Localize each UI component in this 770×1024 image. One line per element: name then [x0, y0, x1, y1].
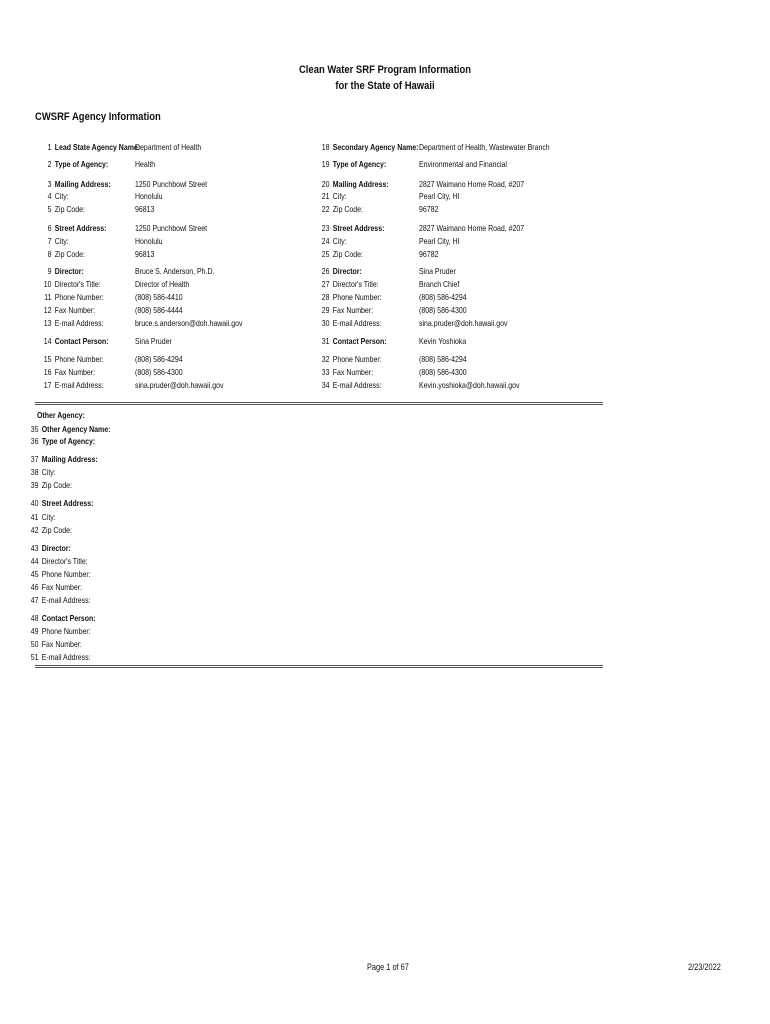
row-number: 35	[30, 424, 39, 434]
field-label: City:	[41, 512, 56, 522]
row-number: 38	[30, 467, 39, 477]
lead-street-zip-label	[40, 248, 85, 260]
field-label: Street Address:	[41, 498, 94, 508]
other-contact-phone-label	[27, 625, 91, 637]
row-number: 28	[321, 292, 330, 302]
other-contact-fax-label	[27, 638, 82, 650]
secondary-mail-zip-value: 96782	[419, 204, 439, 214]
row-number: 27	[321, 279, 330, 289]
row-number: 7	[47, 236, 52, 246]
row-number: 37	[30, 454, 39, 464]
row-number: 18	[321, 142, 330, 152]
row-number: 21	[321, 191, 330, 201]
row-number: 5	[47, 204, 52, 214]
secondary-contact-label	[318, 335, 387, 347]
row-number: 10	[43, 279, 52, 289]
lead-contact-phone-label	[40, 353, 104, 365]
lead-street-city-value: Honolulu	[135, 236, 163, 246]
row-number: 4	[47, 191, 52, 201]
other-mail-city-label	[27, 466, 56, 478]
field-label: City:	[54, 191, 69, 201]
secondary-mail-city-value: Pearl City, HI	[419, 191, 460, 201]
field-label: E-mail Address:	[41, 595, 91, 605]
lead-agency-name-value: Department of Health	[135, 142, 202, 152]
field-label: Phone Number:	[54, 292, 104, 302]
secondary-director-label	[318, 265, 362, 277]
field-label: Lead State Agency Name:	[54, 142, 141, 152]
row-number: 1	[47, 142, 52, 152]
field-label: Fax Number:	[54, 367, 96, 377]
other-email-label	[27, 594, 91, 606]
secondary-email-label	[318, 317, 382, 329]
field-label: Director's Title:	[41, 556, 88, 566]
lead-email-label	[40, 317, 104, 329]
field-label: Director:	[54, 266, 84, 276]
field-label: Zip Code:	[332, 249, 363, 259]
row-number: 26	[321, 266, 330, 276]
row-number: 29	[321, 305, 330, 315]
row-number: 50	[30, 639, 39, 649]
field-label: Contact Person:	[54, 336, 109, 346]
row-number: 6	[47, 223, 52, 233]
row-number: 23	[321, 223, 330, 233]
secondary-mail-zip-label	[318, 203, 363, 215]
section-heading: CWSRF Agency Information	[35, 111, 161, 123]
field-label: E-mail Address:	[54, 318, 104, 328]
row-number: 42	[30, 525, 39, 535]
field-label: Zip Code:	[41, 480, 72, 490]
title-line-2: for the State of Hawaii	[335, 80, 435, 92]
row-number: 36	[30, 436, 39, 446]
row-number: 49	[30, 626, 39, 636]
row-number: 48	[30, 613, 39, 623]
page-number: Page 1 of 67	[367, 962, 409, 972]
row-number: 46	[30, 582, 39, 592]
field-label: Director:	[41, 543, 71, 553]
secondary-street-city-value: Pearl City, HI	[419, 236, 460, 246]
lead-phone-label	[40, 291, 104, 303]
field-label: Other Agency Name:	[41, 424, 111, 434]
field-label: E-mail Address:	[54, 380, 104, 390]
secondary-mailing-label	[318, 178, 389, 190]
field-label: Contact Person:	[41, 613, 96, 623]
secondary-mail-city-label	[318, 190, 347, 202]
row-number: 40	[30, 498, 39, 508]
secondary-type-label	[318, 158, 386, 170]
field-label: E-mail Address:	[41, 652, 91, 662]
lead-email-value: bruce.s.anderson@doh.hawaii.gov	[135, 318, 243, 328]
other-contact-email-label	[27, 651, 91, 663]
secondary-contact-email-label	[318, 379, 382, 391]
row-number: 39	[30, 480, 39, 490]
lead-director-title-label	[40, 278, 101, 290]
row-number: 17	[43, 380, 52, 390]
field-label: Director:	[332, 266, 362, 276]
secondary-street-zip-value: 96782	[419, 249, 439, 259]
secondary-director-value: Sina Pruder	[419, 266, 456, 276]
row-number: 24	[321, 236, 330, 246]
other-agency-name-label	[27, 423, 110, 435]
row-number: 2	[47, 159, 52, 169]
field-label: Fax Number:	[54, 305, 96, 315]
secondary-contact-value: Kevin Yoshioka	[419, 336, 467, 346]
row-number: 25	[321, 249, 330, 259]
field-label: Fax Number:	[332, 305, 374, 315]
row-number: 15	[43, 354, 52, 364]
secondary-fax-label	[318, 304, 373, 316]
field-label: Phone Number:	[41, 569, 91, 579]
lead-contact-fax-value: (808) 586-4300	[135, 367, 183, 377]
field-label: Mailing Address:	[54, 179, 111, 189]
row-number: 33	[321, 367, 330, 377]
other-director-label	[27, 542, 71, 554]
lead-contact-phone-value: (808) 586-4294	[135, 354, 183, 364]
lead-contact-email-value: sina.pruder@doh.hawaii.gov	[135, 380, 224, 390]
row-number: 9	[47, 266, 52, 276]
row-number: 41	[30, 512, 39, 522]
secondary-agency-name-label	[318, 141, 419, 153]
secondary-type-value: Environmental and Financial	[419, 159, 507, 169]
row-number: 43	[30, 543, 39, 553]
row-number: 22	[321, 204, 330, 214]
secondary-agency-name-value: Department of Health, Wastewater Branch	[419, 142, 550, 152]
secondary-street-city-label	[318, 235, 347, 247]
title-line-1: Clean Water SRF Program Information	[298, 64, 472, 76]
other-mailing-label	[27, 453, 98, 465]
footer-date: 2/23/2022	[688, 962, 721, 972]
other-street-zip-label	[27, 524, 72, 536]
field-label: City:	[41, 467, 56, 477]
field-label: Zip Code:	[54, 249, 85, 259]
lead-type-label	[40, 158, 108, 170]
row-number: 32	[321, 354, 330, 364]
lead-contact-email-label	[40, 379, 104, 391]
field-label: Phone Number:	[332, 354, 382, 364]
other-mail-zip-label	[27, 479, 72, 491]
row-number: 47	[30, 595, 39, 605]
field-label: Director's Title:	[332, 279, 379, 289]
row-number: 11	[44, 292, 52, 302]
row-number: 30	[321, 318, 330, 328]
secondary-contact-fax-value: (808) 586-4300	[419, 367, 467, 377]
other-agency-heading: Other Agency:	[37, 410, 85, 420]
secondary-street-label	[318, 222, 384, 234]
section-divider-bottom	[35, 665, 603, 668]
lead-contact-label	[40, 335, 109, 347]
secondary-director-title-label	[318, 278, 379, 290]
field-label: Zip Code:	[41, 525, 72, 535]
lead-phone-value: (808) 586-4410	[135, 292, 183, 302]
secondary-email-value: sina.pruder@doh.hawaii.gov	[419, 318, 508, 328]
lead-street-label	[40, 222, 106, 234]
secondary-phone-value: (808) 586-4294	[419, 292, 467, 302]
row-number: 31	[321, 336, 330, 346]
field-label: Zip Code:	[332, 204, 363, 214]
field-label: Mailing Address:	[41, 454, 98, 464]
field-label: Street Address:	[54, 223, 107, 233]
field-label: Fax Number:	[332, 367, 374, 377]
row-number: 45	[30, 569, 39, 579]
other-type-label	[27, 435, 95, 447]
field-label: Secondary Agency Name:	[332, 142, 419, 152]
other-fax-label	[27, 581, 82, 593]
other-director-title-label	[27, 555, 88, 567]
field-label: Fax Number:	[41, 639, 83, 649]
row-number: 34	[321, 380, 330, 390]
secondary-street-value: 2827 Waimano Home Road, #207	[419, 223, 525, 233]
lead-street-zip-value: 96813	[135, 249, 155, 259]
secondary-contact-phone-value: (808) 586-4294	[419, 354, 467, 364]
field-label: E-mail Address:	[332, 318, 382, 328]
row-number: 51	[30, 652, 39, 662]
secondary-contact-phone-label	[318, 353, 382, 365]
lead-mailing-value: 1250 Punchbowl Street	[135, 179, 208, 189]
field-label: City:	[54, 236, 69, 246]
row-number: 3	[47, 179, 52, 189]
secondary-contact-fax-label	[318, 366, 373, 378]
lead-mailing-label	[40, 178, 111, 190]
field-label: Fax Number:	[41, 582, 83, 592]
field-label: Phone Number:	[332, 292, 382, 302]
lead-director-label	[40, 265, 84, 277]
secondary-street-zip-label	[318, 248, 363, 260]
other-phone-label	[27, 568, 91, 580]
field-label: Mailing Address:	[332, 179, 389, 189]
field-label: Street Address:	[332, 223, 385, 233]
field-label: Contact Person:	[332, 336, 387, 346]
lead-agency-name-label	[40, 141, 140, 153]
field-label: Director's Title:	[54, 279, 101, 289]
row-number: 44	[30, 556, 39, 566]
lead-fax-value: (808) 586-4444	[135, 305, 183, 315]
field-label: Phone Number:	[41, 626, 91, 636]
field-label: Zip Code:	[54, 204, 85, 214]
lead-contact-value: Sina Pruder	[135, 336, 172, 346]
lead-contact-fax-label	[40, 366, 95, 378]
row-number: 12	[43, 305, 52, 315]
lead-director-value: Bruce S. Anderson, Ph.D.	[135, 266, 215, 276]
lead-type-value: Health	[135, 159, 156, 169]
section-divider-top	[35, 402, 603, 405]
lead-fax-label	[40, 304, 95, 316]
field-label: City:	[332, 191, 347, 201]
other-contact-label	[27, 612, 96, 624]
other-street-city-label	[27, 511, 56, 523]
lead-mail-zip-label	[40, 203, 85, 215]
row-number: 16	[43, 367, 52, 377]
secondary-director-title-value: Branch Chief	[419, 279, 460, 289]
field-label: Type of Agency:	[332, 159, 387, 169]
lead-mail-zip-value: 96813	[135, 204, 155, 214]
secondary-fax-value: (808) 586-4300	[419, 305, 467, 315]
lead-director-title-value: Director of Health	[135, 279, 190, 289]
row-number: 8	[47, 249, 52, 259]
lead-mail-city-value: Honolulu	[135, 191, 163, 201]
row-number: 19	[321, 159, 330, 169]
lead-street-value: 1250 Punchbowl Street	[135, 223, 208, 233]
field-label: Phone Number:	[54, 354, 104, 364]
lead-street-city-label	[40, 235, 69, 247]
row-number: 20	[321, 179, 330, 189]
field-label: City:	[332, 236, 347, 246]
row-number: 13	[43, 318, 52, 328]
field-label: E-mail Address:	[332, 380, 382, 390]
lead-mail-city-label	[40, 190, 69, 202]
other-street-label	[27, 497, 93, 509]
field-label: Type of Agency:	[41, 436, 96, 446]
row-number: 14	[43, 336, 52, 346]
secondary-phone-label	[318, 291, 382, 303]
secondary-contact-email-value: Kevin.yoshioka@doh.hawaii.gov	[419, 380, 520, 390]
field-label: Type of Agency:	[54, 159, 109, 169]
secondary-mailing-value: 2827 Waimano Home Road, #207	[419, 179, 525, 189]
